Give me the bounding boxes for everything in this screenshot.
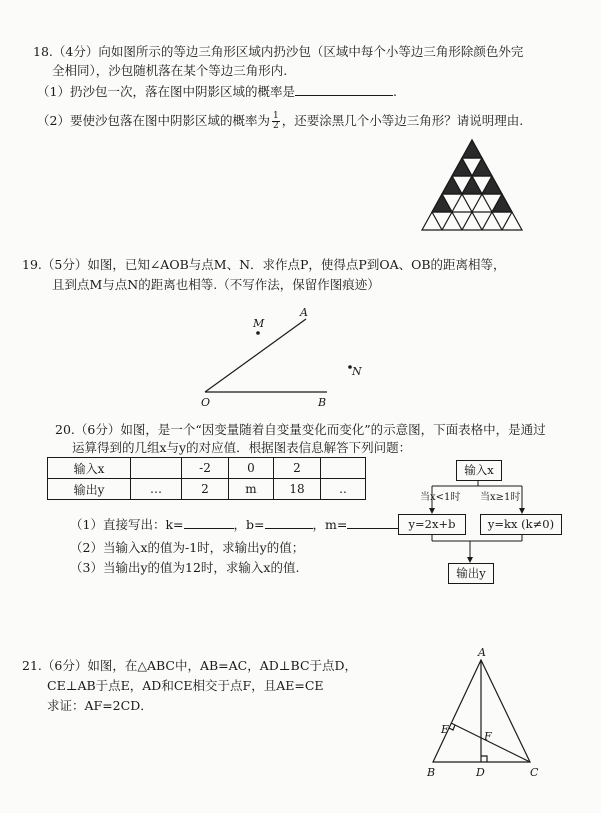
- q19-label-m: M: [253, 317, 265, 330]
- q20-row-output-header: 输出y: [48, 479, 131, 500]
- table-cell: …: [131, 479, 182, 500]
- q21-label-f: F: [484, 730, 492, 743]
- q20-stem-line2: 运算得到的几组x与y的对应值．根据图表信息解答下列问题：: [72, 440, 412, 455]
- table-cell: ..: [321, 479, 366, 500]
- q19-stem-line1: 19.（5分）如图，已知∠AOB与点M、N．求作点P，使得点P到OA、OB的距离相等，: [22, 257, 506, 272]
- q18-stem-line1: 18.（4分）向如图所示的等边三角形区域内扔沙包（区域中每个小等边三角形除颜色外完: [33, 44, 524, 59]
- q18-part2-text-b: ，还要涂黑几个小等边三角形？请说明理由.: [281, 113, 524, 128]
- table-cell: m: [229, 479, 274, 500]
- q18-part1-text: （1）扔沙包一次，落在图中阴影区域的概率是: [37, 84, 295, 99]
- q21-stem-line1: 21.（6分）如图，在△ABC中，AB=AC，AD⊥BC于点D，: [22, 658, 358, 673]
- table-cell: 2: [274, 458, 321, 479]
- q21-label-e: E: [441, 723, 450, 736]
- table-cell: 0: [229, 458, 274, 479]
- q18-part2-text-a: （2）要使沙包落在图中阴影区域的概率为: [37, 113, 270, 128]
- q18-part1-end: .: [392, 84, 397, 99]
- q21-label-d: D: [476, 766, 485, 779]
- table-cell: -2: [182, 458, 229, 479]
- table-cell: 2: [182, 479, 229, 500]
- q20-flow-input-box: 输入x: [456, 460, 502, 481]
- q18-stem-line2: 全相同），沙包随机落在某个等边三角形内.: [52, 63, 288, 78]
- q21-label-c: C: [530, 766, 539, 779]
- q20-flow-formula-left: y=2x+b: [398, 514, 466, 535]
- q20-flow-cond-left: 当x<1时: [420, 492, 461, 503]
- table-cell: 18: [274, 479, 321, 500]
- q20-stem-line1: 20.（6分）如图，是一个“因变量随着自变量变化而变化”的示意图，下面表格中，是通过: [55, 422, 546, 437]
- q19-label-o: O: [201, 396, 211, 409]
- q20-row-input-header: 输入x: [48, 458, 131, 479]
- q18-fraction-denominator: 2: [272, 121, 279, 131]
- q21-label-b: B: [427, 766, 436, 779]
- q19-stem-line2: 且到点M与点N的距离也相等.（不写作法，保留作图痕迹）: [52, 277, 380, 292]
- q20-flow-formula-right: y=kx (k≠0): [480, 514, 562, 535]
- q19-label-a: A: [300, 306, 308, 319]
- q20-sub3: （3）当输出y的值为12时，求输入x的值.: [70, 560, 300, 575]
- q21-stem-line2: CE⊥AB于点E，AD和CE相交于点F，且AE=CE: [47, 678, 324, 693]
- q20-sub1-k-label: （1）直接写出：k=: [70, 517, 184, 532]
- q19-label-b: B: [318, 396, 327, 409]
- q20-sub1-b-label: ，b=: [233, 517, 265, 532]
- q20-sub2: （2）当输入x的值为-1时，求输出y的值；: [70, 540, 305, 555]
- q20-flow-output-box: 输出y: [448, 563, 494, 584]
- q20-flow-cond-right: 当x≥1时: [480, 492, 521, 503]
- q19-label-n: N: [352, 365, 362, 378]
- q21-stem-line3: 求证：AF=2CD．: [47, 698, 153, 713]
- q20-sub1-m-label: ，m=: [312, 517, 348, 532]
- q18-fraction-numerator: 1: [272, 111, 279, 121]
- q21-label-a: A: [478, 646, 486, 659]
